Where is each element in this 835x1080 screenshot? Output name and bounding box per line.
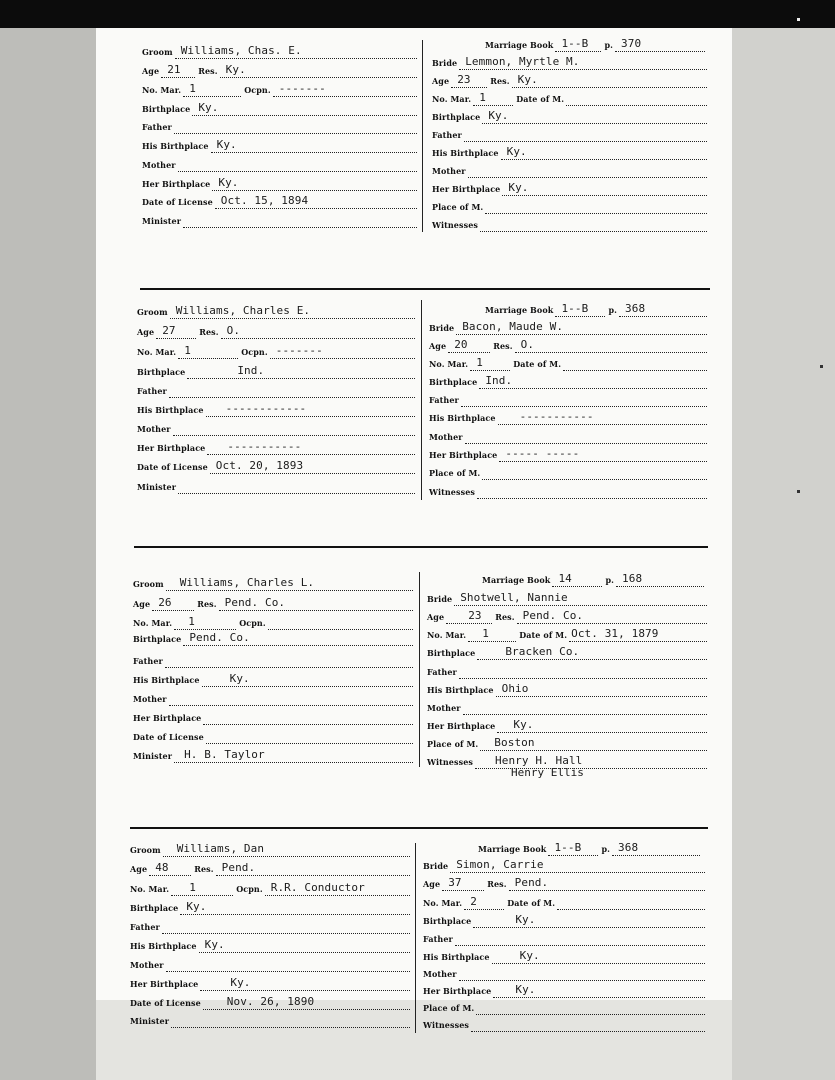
groom-nomar-row: No. Mar. 1 Ocpn. R.R. Conductor [130,879,410,896]
groom-birthplace: Ky. [186,900,207,913]
bride-place-row: Place of M. [429,463,707,480]
record-divider [415,843,416,1033]
bride-book: 1--B [561,37,589,50]
bride-page: 368 [618,841,639,854]
bride-book: 1--B [561,302,589,315]
groom-his-birthplace-row: His Birthplace Ky. [142,136,417,153]
bride-name-row: Bride Simon, Carrie [423,856,705,873]
groom-age: 48 [155,861,169,874]
record-separator [130,827,708,829]
groom-no-mar: 1 [188,615,195,628]
bride-book-row: Marriage Book 1--B p. 368 [485,300,707,317]
bride-nomar-row: No. Mar. 2 Date of M. [423,893,705,910]
bride-page: 168 [622,572,643,585]
bride-name-row: Bride Lemmon, Myrtle M. [432,53,707,70]
record-divider [422,40,423,232]
groom-mother-row: Mother [133,689,413,706]
groom-nomar-row: No. Mar. 1 Ocpn. ------- [137,342,415,359]
groom-her-birthplace-row: Her Birthplace [133,708,413,725]
groom-row: Groom Williams, Charles L. [133,574,413,591]
groom-ocpn: R.R. Conductor [270,881,365,894]
bride-name: Shotwell, Nannie [460,591,568,604]
bride-her-birthplace-row: Her Birthplace Ky. [423,981,705,998]
groom-minister-row: Minister [137,477,415,494]
bride-her-birthplace-row: Her Birthplace Ky. [432,179,707,196]
bride-age: 20 [454,338,468,351]
groom-age: 26 [158,596,172,609]
groom-license-row: Date of License Nov. 26, 1890 [130,993,410,1010]
groom-name: Williams, Dan [176,842,265,855]
bride-her-birthplace: Ky. [515,983,536,996]
bride-his-birthplace: Ohio [501,682,529,695]
bride-her-birthplace: Ky. [508,181,529,194]
bride-no-mar: 2 [470,895,477,908]
bride-mother-row: Mother [429,427,707,444]
bride-age: 37 [448,876,462,889]
bride-his-birthplace-row: His Birthplace Ohio [427,680,707,697]
bride-witnesses-row: Witnesses [432,215,707,232]
groom-no-mar: 1 [184,344,191,357]
groom-age: 21 [167,63,181,76]
groom-license-row: Date of License [133,727,413,744]
groom-her-birthplace-row: Her Birthplace Ky. [142,174,417,191]
bride-father-row: Father [429,390,707,407]
groom-birthplace: Pend. Co. [189,631,250,644]
bride-place-of-m: Boston [494,736,535,749]
bride-res: O. [520,338,535,351]
groom-row: Groom Williams, Dan [130,840,410,857]
record-divider [419,572,420,767]
bride-his-birthplace-row: His Birthplace Ky. [423,947,705,964]
groom-name: Williams, Chas. E. [180,44,302,57]
bride-book-row: Marriage Book 14 p. 168 [482,570,704,587]
bride-book: 1--B [554,841,582,854]
groom-his-birthplace-row: His Birthplace ------------ [137,400,415,417]
bride-page: 368 [625,302,646,315]
bride-no-mar: 1 [482,627,489,640]
groom-age-row: Age 26 Res. Pend. Co. [133,594,413,611]
groom-minister-row: Minister H. B. Taylor [133,746,413,763]
groom-age-row: Age 21 Res. Ky. [142,61,417,78]
bride-age-row: Age 23 Res. Pend. Co. [427,607,707,624]
bride-mother-row: Mother [427,698,707,715]
record-separator [134,546,708,548]
bride-birthplace-row: Birthplace Ind. [429,372,707,389]
groom-ocpn: ------- [278,82,326,95]
groom-row: Groom Williams, Charles E. [137,302,415,319]
groom-name: Williams, Charles L. [179,576,315,589]
bride-mother-row: Mother [423,964,705,981]
groom-nomar-row: No. Mar. 1 Ocpn. [133,613,413,630]
bride-her-birthplace-row: Her Birthplace ----- ----- [429,445,707,462]
bride-father-row: Father [427,662,707,679]
groom-no-mar: 1 [189,82,196,95]
bride-witness-2: Henry Ellis [511,766,584,779]
bride-her-birthplace: ----- ----- [505,447,580,460]
scanner-top-edge [0,0,835,28]
bride-name-row: Bride Shotwell, Nannie [427,589,707,606]
groom-mother-row: Mother [142,155,417,172]
groom-no-mar: 1 [189,881,196,894]
bride-birthplace-row: Birthplace Bracken Co. [427,643,707,660]
groom-birthplace-row: Birthplace Ky. [130,898,410,915]
bride-age-row: Age 23 Res. Ky. [432,71,707,88]
groom-license-row: Date of License Oct. 15, 1894 [142,192,417,209]
groom-his-birthplace: Ky. [204,938,225,951]
bride-age: 23 [468,609,482,622]
groom-birthplace-row: Birthplace Pend. Co. [133,629,413,646]
bride-place-row: Place of M. [423,998,705,1015]
bride-page: 370 [621,37,642,50]
bride-father-row: Father [432,125,707,142]
bride-name-row: Bride Bacon, Maude W. [429,318,707,335]
groom-mother-row: Mother [137,419,415,436]
groom-father-row: Father [142,117,417,134]
bride-birthplace: Ind. [485,374,513,387]
scan-right-margin [732,28,835,1080]
groom-license-row: Date of License Oct. 20, 1893 [137,457,415,474]
bride-witnesses-row: Witnesses Henry H. Hall [427,752,707,769]
groom-res: Pend. [221,861,256,874]
groom-nomar-row: No. Mar. 1 Ocpn. ------- [142,80,417,97]
groom-date-of-license: Oct. 15, 1894 [220,194,309,207]
groom-date-of-license: Nov. 26, 1890 [226,995,315,1008]
bride-nomar-row: No. Mar. 1 Date of M. Oct. 31, 1879 [427,625,707,642]
groom-age-row: Age 27 Res. O. [137,322,415,339]
bride-place-row: Place of M. [432,197,707,214]
bride-name: Lemmon, Myrtle M. [465,55,580,68]
groom-her-birthplace-row: Her Birthplace Ky. [130,974,410,991]
groom-his-birthplace-row: His Birthplace Ky. [130,936,410,953]
scan-speck [820,365,823,368]
groom-ocpn: ------- [275,344,323,357]
bride-his-birthplace: ----------- [519,410,594,423]
bride-book-row: Marriage Book 1--B p. 368 [478,839,700,856]
groom-name: Williams, Charles E. [175,304,311,317]
bride-witnesses-row: Witnesses [429,482,707,499]
bride-age: 23 [457,73,471,86]
bride-res: Pend. Co. [522,609,584,622]
groom-his-birthplace: ------------ [225,402,307,415]
groom-her-birthplace: ----------- [227,440,302,453]
groom-birthplace-row: Birthplace Ky. [142,99,417,116]
bride-book-row: Marriage Book 1--B p. 370 [485,35,705,52]
groom-his-birthplace: Ky. [229,672,250,685]
bride-no-mar: 1 [479,91,486,104]
groom-her-birthplace-row: Her Birthplace ----------- [137,438,415,455]
groom-father-row: Father [130,917,410,934]
groom-minister: H. B. Taylor [184,748,265,761]
groom-father-row: Father [137,381,415,398]
bride-birthplace: Bracken Co. [505,645,580,658]
bride-res: Pend. [514,876,549,889]
bride-birthplace: Ky. [515,913,536,926]
scan-speck [797,490,800,493]
bride-name: Bacon, Maude W. [462,320,564,333]
groom-birthplace-row: Birthplace Ind. [137,362,415,379]
bride-his-birthplace-row: His Birthplace Ky. [432,143,707,160]
bride-his-birthplace: Ky. [519,949,540,962]
groom-mother-row: Mother [130,955,410,972]
bride-book: 14 [558,572,572,585]
groom-res: Ky. [225,63,246,76]
groom-her-birthplace: Ky. [230,976,251,989]
bride-father-row: Father [423,929,705,946]
bride-witnesses-row: Witnesses [423,1015,705,1032]
record-separator [140,288,710,290]
groom-row: Groom Williams, Chas. E. [142,42,417,59]
bride-her-birthplace: Ky. [513,718,534,731]
groom-age-row: Age 48 Res. Pend. [130,859,410,876]
groom-res: O. [226,324,241,337]
groom-res: Pend. Co. [224,596,286,609]
bride-his-birthplace: Ky. [506,145,527,158]
bride-witness-1: Henry H. Hall [495,754,583,767]
bride-birthplace-row: Birthplace Ky. [432,107,707,124]
record-divider [421,300,422,500]
bride-nomar-row: No. Mar. 1 Date of M. [429,354,707,371]
scan-speck [797,18,800,21]
groom-birthplace: Ky. [198,101,219,114]
bride-her-birthplace-row: Her Birthplace Ky. [427,716,707,733]
bride-place-row: Place of M. Boston [427,734,707,751]
groom-his-birthplace: Ky. [216,138,237,151]
bride-his-birthplace-row: His Birthplace ----------- [429,408,707,425]
groom-age: 27 [162,324,176,337]
bride-age-row: Age 37 Res. Pend. [423,874,705,891]
bride-res: Ky. [517,73,538,86]
bride-no-mar: 1 [476,356,483,369]
groom-birthplace: Ind. [237,364,265,377]
groom-father-row: Father [133,651,413,668]
bride-nomar-row: No. Mar. 1 Date of M. [432,89,707,106]
bride-birthplace: Ky. [488,109,509,122]
groom-date-of-license: Oct. 20, 1893 [215,459,304,472]
bride-age-row: Age 20 Res. O. [429,336,707,353]
groom-minister-row: Minister [130,1011,410,1028]
bride-date-of-m: Oct. 31, 1879 [571,627,659,640]
bride-mother-row: Mother [432,161,707,178]
bride-name: Simon, Carrie [456,858,544,871]
groom-minister-row: Minister [142,211,417,228]
groom-her-birthplace: Ky. [218,176,239,189]
groom-his-birthplace-row: His Birthplace Ky. [133,670,413,687]
scan-left-margin [0,28,96,1080]
bride-birthplace-row: Birthplace Ky. [423,911,705,928]
